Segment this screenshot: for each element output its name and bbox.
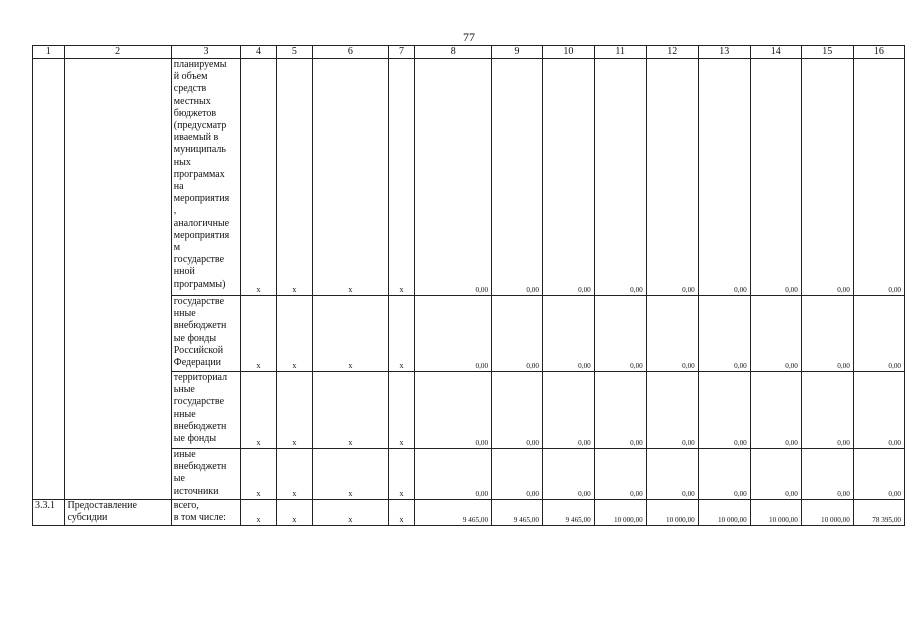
cell-x: x bbox=[276, 372, 312, 449]
cell-value: 0,00 bbox=[646, 59, 698, 296]
cell-value: 0,00 bbox=[415, 372, 492, 449]
cell-x: x bbox=[276, 59, 312, 296]
cell-value: 0,00 bbox=[646, 372, 698, 449]
cell-value: 0,00 bbox=[750, 372, 801, 449]
row-code: 3.3.1 bbox=[33, 500, 65, 526]
col-header: 6 bbox=[313, 46, 388, 59]
col-header: 12 bbox=[646, 46, 698, 59]
cell-x: x bbox=[276, 296, 312, 372]
row-code bbox=[33, 59, 65, 500]
cell-x: x bbox=[241, 500, 276, 526]
cell-x: x bbox=[388, 296, 415, 372]
cell-value: 0,00 bbox=[698, 449, 750, 500]
col-header: 5 bbox=[276, 46, 312, 59]
cell-x: x bbox=[241, 296, 276, 372]
cell-value: 9 465,00 bbox=[492, 500, 543, 526]
cell-value: 0,00 bbox=[853, 372, 904, 449]
cell-value: 0,00 bbox=[853, 59, 904, 296]
cell-value: 10 000,00 bbox=[594, 500, 646, 526]
cell-value: 9 465,00 bbox=[542, 500, 594, 526]
cell-value: 0,00 bbox=[853, 449, 904, 500]
row-description: государстве нные внебюджетн ые фонды Российской Федерации bbox=[171, 296, 240, 372]
header-row bbox=[33, 46, 905, 59]
cell-value: 10 000,00 bbox=[801, 500, 853, 526]
cell-value: 78 395,00 bbox=[853, 500, 904, 526]
cell-x: x bbox=[313, 449, 388, 500]
col-header: 14 bbox=[750, 46, 801, 59]
cell-value: 0,00 bbox=[646, 449, 698, 500]
cell-x: x bbox=[388, 372, 415, 449]
table-row bbox=[33, 500, 905, 526]
cell-value: 0,00 bbox=[415, 296, 492, 372]
col-header: 11 bbox=[594, 46, 646, 59]
cell-x: x bbox=[313, 372, 388, 449]
col-header: 1 bbox=[33, 46, 65, 59]
page-number: 77 bbox=[463, 30, 475, 44]
cell-value: 0,00 bbox=[594, 296, 646, 372]
cell-value: 0,00 bbox=[698, 372, 750, 449]
row-name: Предоставление субсидии bbox=[64, 500, 171, 526]
cell-x: x bbox=[388, 449, 415, 500]
table-row bbox=[33, 59, 905, 296]
col-header: 13 bbox=[698, 46, 750, 59]
col-header: 7 bbox=[388, 46, 415, 59]
cell-x: x bbox=[241, 449, 276, 500]
cell-value: 0,00 bbox=[594, 372, 646, 449]
cell-value: 0,00 bbox=[415, 449, 492, 500]
cell-value: 10 000,00 bbox=[646, 500, 698, 526]
cell-value: 0,00 bbox=[801, 449, 853, 500]
cell-value: 0,00 bbox=[542, 449, 594, 500]
row-description: всего, в том числе: bbox=[171, 500, 240, 526]
cell-value: 0,00 bbox=[542, 59, 594, 296]
cell-x: x bbox=[313, 500, 388, 526]
cell-value: 0,00 bbox=[542, 296, 594, 372]
col-header: 9 bbox=[492, 46, 543, 59]
cell-value: 0,00 bbox=[698, 296, 750, 372]
cell-value: 0,00 bbox=[594, 449, 646, 500]
col-header: 16 bbox=[853, 46, 904, 59]
row-description: иные внебюджетн ые источники bbox=[171, 449, 240, 500]
cell-value: 0,00 bbox=[750, 449, 801, 500]
cell-value: 0,00 bbox=[415, 59, 492, 296]
cell-value: 10 000,00 bbox=[750, 500, 801, 526]
col-header: 3 bbox=[171, 46, 240, 59]
cell-value: 0,00 bbox=[492, 449, 543, 500]
cell-value: 0,00 bbox=[801, 296, 853, 372]
cell-value: 0,00 bbox=[492, 372, 543, 449]
cell-x: x bbox=[276, 500, 312, 526]
cell-x: x bbox=[313, 59, 388, 296]
cell-value: 0,00 bbox=[646, 296, 698, 372]
col-header: 4 bbox=[241, 46, 276, 59]
row-description: планируемы й объем средств местных бюджетов (предусматр иваемый в муниципаль ных программах на мероприятия , аналогичные мероприятия м государстве нной программы) bbox=[171, 59, 240, 296]
row-description: территориал ьные государстве нные внебюджетн ые фонды bbox=[171, 372, 240, 449]
col-header: 2 bbox=[64, 46, 171, 59]
cell-value: 0,00 bbox=[853, 296, 904, 372]
budget-table bbox=[32, 45, 905, 526]
cell-value: 0,00 bbox=[492, 296, 543, 372]
cell-x: x bbox=[313, 296, 388, 372]
row-name bbox=[64, 59, 171, 500]
cell-x: x bbox=[388, 59, 415, 296]
cell-value: 0,00 bbox=[750, 59, 801, 296]
cell-x: x bbox=[388, 500, 415, 526]
cell-x: x bbox=[241, 372, 276, 449]
cell-value: 9 465,00 bbox=[415, 500, 492, 526]
cell-value: 0,00 bbox=[492, 59, 543, 296]
cell-value: 0,00 bbox=[698, 59, 750, 296]
col-header: 8 bbox=[415, 46, 492, 59]
cell-x: x bbox=[241, 59, 276, 296]
cell-value: 0,00 bbox=[801, 59, 853, 296]
col-header: 10 bbox=[542, 46, 594, 59]
cell-value: 10 000,00 bbox=[698, 500, 750, 526]
cell-value: 0,00 bbox=[594, 59, 646, 296]
cell-value: 0,00 bbox=[801, 372, 853, 449]
cell-value: 0,00 bbox=[542, 372, 594, 449]
cell-value: 0,00 bbox=[750, 296, 801, 372]
col-header: 15 bbox=[801, 46, 853, 59]
cell-x: x bbox=[276, 449, 312, 500]
